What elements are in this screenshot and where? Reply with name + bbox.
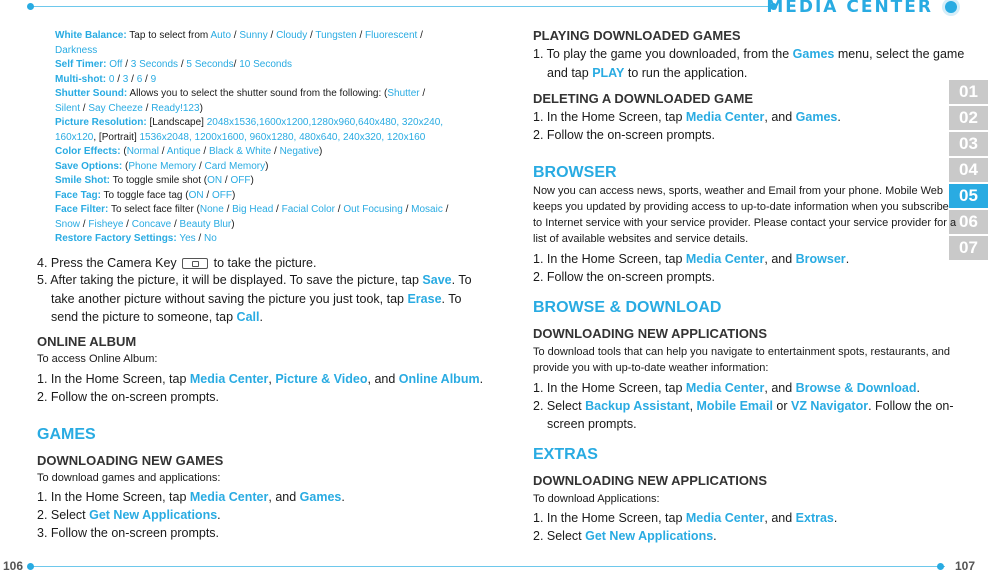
setting-line bbox=[55, 160, 268, 175]
setting-description: To select face filter ( bbox=[110, 204, 200, 215]
setting-option: Darkness bbox=[55, 44, 98, 56]
downloading-games-heading: DOWNLOADING NEW GAMES bbox=[37, 453, 224, 468]
play-step-1-line2: and tap PLAY to run the application. bbox=[547, 66, 748, 80]
setting-separator: / bbox=[442, 204, 449, 215]
setting-option: 160x120 bbox=[55, 131, 94, 143]
setting-separator: / bbox=[200, 146, 209, 157]
step-5-line3: send the picture to someone, tap Call. bbox=[51, 310, 263, 324]
setting-separator: , [Portrait] bbox=[93, 131, 140, 143]
setting-description: ( bbox=[123, 146, 127, 157]
setting-line bbox=[55, 58, 292, 73]
top-rule-dot-right bbox=[945, 1, 957, 13]
setting-separator: ) bbox=[231, 218, 235, 230]
setting-description: [Landscape] bbox=[149, 117, 207, 128]
downloading-apps-line1: To download tools that can help you navigate to entertainment spots, restaurants, and bbox=[533, 346, 951, 358]
chapter-tab-01[interactable]: 01 bbox=[949, 80, 988, 104]
chapter-tab-02[interactable]: 02 bbox=[949, 106, 988, 130]
setting-line bbox=[55, 131, 425, 146]
setting-separator: ) bbox=[250, 175, 254, 186]
setting-line bbox=[55, 145, 322, 160]
extras-title: EXTRAS bbox=[533, 446, 598, 463]
setting-separator: / bbox=[80, 102, 89, 114]
step-5-line2: take another picture without saving the picture you just took, tap Erase. To bbox=[51, 292, 462, 306]
setting-separator: / bbox=[122, 59, 131, 70]
setting-option: Facial Color bbox=[281, 204, 335, 215]
setting-separator: / bbox=[80, 218, 89, 230]
setting-label: White Balance: bbox=[55, 30, 127, 41]
apps-step-2-line2: screen prompts. bbox=[547, 417, 637, 431]
setting-option: 9 bbox=[150, 73, 157, 85]
games-title: GAMES bbox=[37, 426, 96, 443]
setting-line bbox=[55, 189, 235, 204]
setting-option: Off bbox=[109, 59, 123, 70]
setting-separator: / bbox=[307, 30, 316, 41]
setting-separator: / bbox=[273, 204, 282, 215]
chapter-tab-05[interactable]: 05 bbox=[949, 184, 988, 208]
setting-separator: / bbox=[267, 30, 277, 41]
setting-label: Color Effects: bbox=[55, 146, 121, 157]
setting-option: Out Focusing bbox=[343, 204, 403, 215]
setting-separator: / bbox=[271, 146, 280, 157]
setting-label: Smile Shot: bbox=[55, 175, 111, 186]
setting-option: Beauty Blur bbox=[179, 218, 232, 230]
bottom-rule-dot-left bbox=[27, 563, 34, 570]
setting-separator: / bbox=[178, 59, 187, 70]
online-album-heading: ONLINE ALBUM bbox=[37, 334, 137, 349]
bottom-rule bbox=[30, 566, 945, 567]
setting-separator: / bbox=[223, 204, 233, 215]
setting-option: ON bbox=[188, 189, 204, 201]
setting-option: Snow bbox=[55, 218, 81, 230]
setting-option: OFF bbox=[211, 189, 232, 201]
chapter-tab-04[interactable]: 04 bbox=[949, 158, 988, 182]
setting-option: Concave bbox=[131, 218, 172, 230]
setting-line bbox=[55, 116, 443, 131]
setting-option: Yes bbox=[179, 233, 196, 244]
setting-option: 0 bbox=[108, 73, 115, 85]
setting-separator: / bbox=[356, 30, 366, 41]
games-step-2: 2. Select Get New Applications. bbox=[37, 508, 221, 522]
setting-separator: ) bbox=[231, 189, 236, 201]
setting-separator: / bbox=[158, 146, 167, 157]
setting-option: OFF bbox=[230, 175, 251, 186]
setting-line bbox=[55, 73, 156, 88]
setting-option: Ready!123 bbox=[151, 102, 200, 114]
setting-option: 3 bbox=[122, 73, 129, 85]
setting-option: Cloudy bbox=[276, 30, 308, 41]
setting-option: 2048x1536,1600x1200,1280x960,640x480, 320x240, bbox=[206, 117, 444, 128]
setting-label: Restore Factory Settings: bbox=[55, 233, 177, 244]
setting-line bbox=[55, 203, 448, 218]
page-number-left: 106 bbox=[3, 559, 24, 573]
browser-paragraph-line4: list of available websites and service details. bbox=[533, 233, 749, 245]
header-title: MEDIA CENTER bbox=[766, 0, 933, 17]
setting-separator: ) bbox=[319, 146, 323, 157]
browser-step-2: 2. Follow the on-screen prompts. bbox=[533, 270, 716, 284]
setting-label: Face Tag: bbox=[55, 189, 101, 201]
deleting-game-heading: DELETING A DOWNLOADED GAME bbox=[533, 91, 754, 106]
downloading-games-intro: To download games and applications: bbox=[37, 472, 221, 484]
setting-option: No bbox=[203, 233, 217, 244]
setting-option: 1536x2048, 1200x1600, 960x1280, 480x640, 240x320, 120x160 bbox=[139, 131, 426, 143]
online-album-step-1: 1. In the Home Screen, tap Media Center, Picture & Video, and Online Album. bbox=[37, 372, 484, 386]
extras-step-1: 1. In the Home Screen, tap Media Center, and Extras. bbox=[533, 511, 838, 525]
setting-option: Auto bbox=[210, 30, 232, 41]
setting-separator: / bbox=[195, 233, 204, 244]
setting-option: Phone Memory bbox=[128, 160, 197, 172]
step-4: 4. Press the Camera Key to take the picture. bbox=[37, 256, 317, 270]
setting-separator: / bbox=[233, 59, 240, 70]
apps-step-2-line1: 2. Select Backup Assistant, Mobile Email or VZ Navigator. Follow the on- bbox=[533, 399, 954, 413]
setting-option: Silent bbox=[55, 102, 81, 114]
setting-label: Multi-shot: bbox=[55, 73, 107, 85]
setting-description: Allows you to select the shutter sound from the following: ( bbox=[129, 88, 388, 99]
setting-label: Shutter Sound: bbox=[55, 88, 128, 99]
setting-option: 6 bbox=[136, 73, 143, 85]
playing-games-heading: PLAYING DOWNLOADED GAMES bbox=[533, 28, 741, 43]
online-album-step-2: 2. Follow the on-screen prompts. bbox=[37, 390, 220, 404]
extras-step-2: 2. Select Get New Applications. bbox=[533, 529, 717, 543]
setting-option: Black & White bbox=[208, 146, 272, 157]
play-step-1-line1: 1. To play the game you downloaded, from the Games menu, select the game bbox=[533, 47, 965, 61]
setting-option: None bbox=[199, 204, 224, 215]
setting-line bbox=[55, 218, 235, 233]
downloading-apps-line2: provide you with up-to-date weather information: bbox=[533, 362, 769, 374]
setting-option: Card Memory bbox=[204, 160, 266, 172]
setting-option: Tungsten bbox=[315, 30, 357, 41]
setting-description: To toggle smile shot ( bbox=[112, 175, 208, 186]
setting-line bbox=[55, 102, 203, 117]
games-step-1: 1. In the Home Screen, tap Media Center, and Games. bbox=[37, 490, 345, 504]
setting-label: Picture Resolution: bbox=[55, 117, 147, 128]
setting-separator: / bbox=[196, 160, 205, 172]
setting-separator: / bbox=[171, 218, 180, 230]
delete-step-2: 2. Follow the on-screen prompts. bbox=[533, 128, 716, 142]
browse-download-title: BROWSE & DOWNLOAD bbox=[533, 299, 722, 316]
games-step-3: 3. Follow the on-screen prompts. bbox=[37, 526, 220, 540]
setting-label: Save Options: bbox=[55, 160, 123, 172]
chapter-tab-06[interactable]: 06 bbox=[949, 210, 988, 234]
extras-heading: DOWNLOADING NEW APPLICATIONS bbox=[533, 473, 767, 488]
setting-option: ON bbox=[207, 175, 223, 186]
browser-step-1: 1. In the Home Screen, tap Media Center, and Browser. bbox=[533, 252, 850, 266]
setting-separator: / bbox=[334, 204, 344, 215]
setting-label: Face Filter: bbox=[55, 204, 109, 215]
setting-option: Antique bbox=[166, 146, 201, 157]
setting-option: Fisheye bbox=[88, 218, 124, 230]
setting-separator: / bbox=[417, 30, 423, 41]
top-rule-dot-left bbox=[27, 3, 34, 10]
setting-option: 5 Seconds bbox=[186, 59, 234, 70]
browser-paragraph-line1: Now you can access news, sports, weather and Email from your phone. Mobile Web bbox=[533, 185, 944, 197]
setting-label: Self Timer: bbox=[55, 59, 107, 70]
setting-option: 3 Seconds bbox=[130, 59, 179, 70]
setting-description: ( bbox=[125, 160, 129, 172]
setting-separator: / bbox=[419, 88, 426, 99]
setting-option: Big Head bbox=[232, 204, 274, 215]
top-rule bbox=[30, 6, 770, 7]
setting-option: Fluorescent bbox=[365, 30, 418, 41]
setting-separator: / bbox=[123, 218, 132, 230]
setting-separator: / bbox=[402, 204, 412, 215]
setting-option: Shutter bbox=[387, 88, 420, 99]
browser-title: BROWSER bbox=[533, 164, 617, 181]
setting-line bbox=[55, 232, 217, 247]
online-album-intro: To access Online Album: bbox=[37, 353, 158, 365]
setting-separator: / bbox=[222, 175, 231, 186]
setting-separator: ) bbox=[199, 102, 203, 114]
setting-separator: / bbox=[142, 73, 151, 85]
downloading-apps-heading: DOWNLOADING NEW APPLICATIONS bbox=[533, 326, 767, 341]
bottom-rule-dot-right bbox=[937, 563, 944, 570]
chapter-tab-03[interactable]: 03 bbox=[949, 132, 988, 156]
setting-option: Normal bbox=[126, 146, 159, 157]
setting-option: Mosaic bbox=[411, 204, 443, 215]
setting-separator: ) bbox=[265, 160, 269, 172]
page-number-right: 107 bbox=[955, 559, 976, 573]
setting-option: Say Cheeze bbox=[88, 102, 143, 114]
step-5-line1: 5. After taking the picture, it will be displayed. To save the picture, tap Save. To bbox=[37, 273, 472, 287]
browser-paragraph-line3: to Internet service with your service provider. Please contact your service provider for a bbox=[533, 217, 957, 229]
setting-option: 10 Seconds bbox=[239, 59, 293, 70]
setting-separator: / bbox=[128, 73, 137, 85]
setting-line bbox=[55, 87, 425, 102]
extras-intro: To download Applications: bbox=[533, 493, 660, 505]
setting-separator: / bbox=[203, 189, 212, 201]
setting-separator: / bbox=[114, 73, 123, 85]
camera-key-icon bbox=[182, 258, 208, 269]
chapter-tab-07[interactable]: 07 bbox=[949, 236, 988, 260]
setting-description: To toggle face tag ( bbox=[103, 189, 189, 201]
setting-separator: / bbox=[142, 102, 152, 114]
setting-line bbox=[55, 44, 97, 59]
setting-option: Sunny bbox=[239, 30, 268, 41]
browser-paragraph-line2: keeps you updated by providing access to up-to-date information when you subscribe bbox=[533, 201, 949, 213]
setting-option: Negative bbox=[279, 146, 320, 157]
apps-step-1: 1. In the Home Screen, tap Media Center, and Browse & Download. bbox=[533, 381, 920, 395]
delete-step-1: 1. In the Home Screen, tap Media Center, and Games. bbox=[533, 110, 841, 124]
setting-separator: / bbox=[231, 30, 240, 41]
setting-line bbox=[55, 29, 423, 44]
setting-line bbox=[55, 174, 254, 189]
setting-description: Tap to select from bbox=[129, 30, 211, 41]
